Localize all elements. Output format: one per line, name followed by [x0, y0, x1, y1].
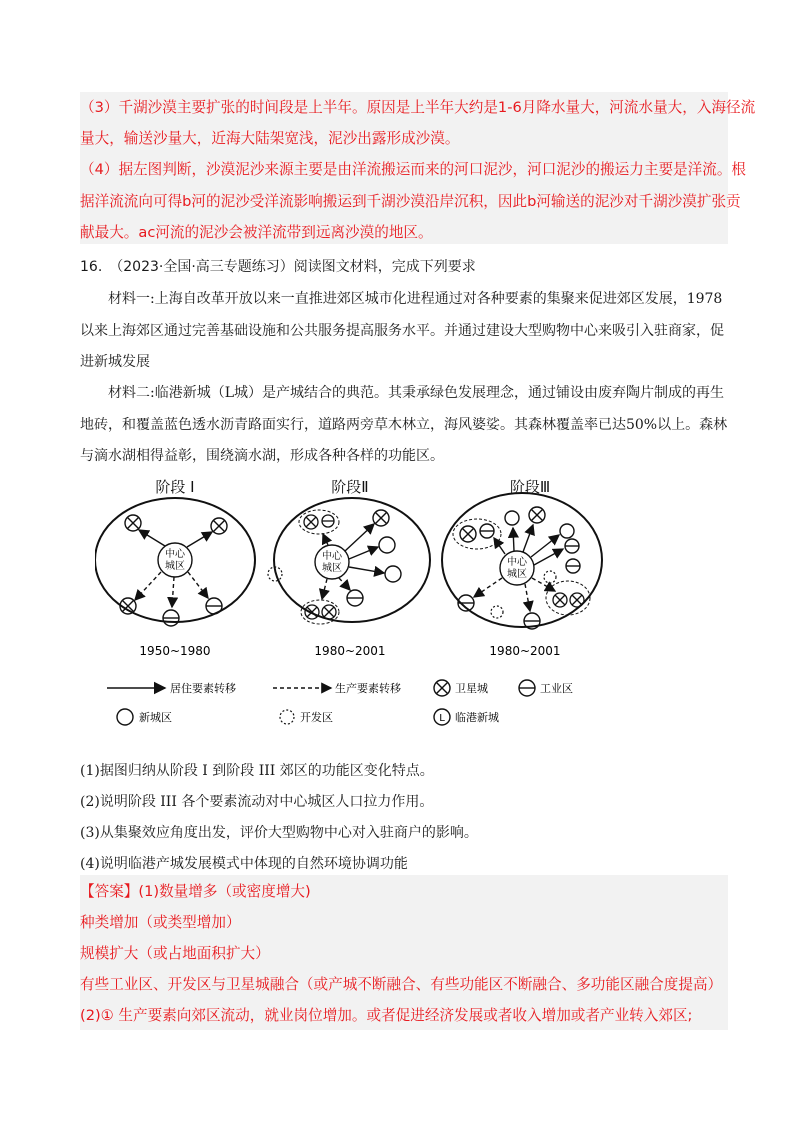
legend-residence-label: 居住要素转移 — [170, 682, 236, 695]
industrial-zone-icon — [206, 598, 222, 614]
stage2-period: 1980~2001 — [314, 644, 386, 658]
answer-label: 【答案】 — [80, 883, 139, 900]
stage2-title: 阶段Ⅱ — [331, 478, 369, 496]
material1-line-3: 进新城发展 — [80, 354, 150, 370]
urban-stage-diagram — [95, 470, 715, 730]
prev-answer-line-3: （4）据左图判断，沙漠泥沙来源主要是由洋流搬运而来的河口泥沙，河口泥沙的搬运力主要是洋流。根 — [80, 161, 747, 178]
stage3-period: 1980~2001 — [489, 644, 561, 658]
stage2-diagram — [268, 498, 430, 658]
stage1-center-line2: 城区 — [165, 561, 185, 572]
dev-zone-icon — [491, 606, 503, 618]
legend-devzone-icon — [280, 710, 294, 724]
new-town-icon — [505, 511, 519, 525]
answer-line-4: 有些工业区、开发区与卫星城融合（或产城不断融合、有些功能区不断融合、多功能区融合度提高） — [80, 976, 723, 993]
prev-answer-line-4: 据洋流流向可得b河的泥沙受洋流影响搬运到千湖沙漠沿岸沉积，因此b河输送的泥沙对千湖沙漠扩张贡 — [80, 193, 741, 210]
legend-newtown-label: 新城区 — [139, 711, 172, 724]
legend-satellite-icon — [434, 680, 450, 696]
material1-line-1: 材料一:上海自改革开放以来一直推进郊区城市化进程通过对各种要素的集聚来促进郊区发展，1978 — [108, 291, 723, 307]
satellite-town-icon — [304, 515, 318, 529]
diagram-legend — [107, 680, 573, 725]
satellite-town-icon — [460, 526, 476, 542]
satellite-town-icon — [211, 518, 227, 534]
industrial-zone-icon — [322, 515, 334, 527]
question-header: 16. （2023·全国·高三专题练习）阅读图文材料，完成下列要求 — [80, 259, 476, 275]
dev-zone-icon — [544, 571, 556, 583]
question-2: (2)说明阶段 III 各个要素流动对中心城区人口拉力作用。 — [80, 794, 434, 810]
new-town-icon — [385, 566, 401, 582]
answer-line-1 — [80, 880, 311, 901]
legend-industrial-label: 工业区 — [540, 682, 573, 695]
legend-devzone-label: 开发区 — [300, 711, 333, 724]
answer-text-1: (1)数量增多（或密度增大) — [138, 883, 311, 900]
satellite-town-icon — [322, 605, 336, 619]
legend-lingang-symbol: L — [439, 713, 445, 724]
satellite-town-icon — [529, 507, 545, 523]
industrial-zone-icon — [347, 590, 363, 606]
industrial-zone-icon — [566, 559, 580, 573]
stage3-center-line2: 城区 — [507, 569, 527, 580]
answer-line-2: 种类增加（或类型增加） — [80, 914, 241, 931]
legend-production-label: 生产要素转移 — [335, 682, 401, 695]
stage2-center-line1: 中心 — [322, 551, 342, 562]
stage3-center-line1: 中心 — [507, 557, 527, 568]
stage3-diagram — [442, 493, 602, 658]
new-town-icon — [560, 524, 574, 538]
prev-answer-line-1: （3）千湖沙漠主要扩张的时间段是上半年。原因是上半年大约是1-6月降水量大，河流水量大，入海径流 — [80, 99, 756, 116]
legend-satellite-label: 卫星城 — [455, 682, 488, 695]
answer-line-5: (2)① 生产要素向郊区流动，就业岗位增加。或者促进经济发展或者收入增加或者产业转入郊区; — [80, 1007, 693, 1024]
stage1-period: 1950~1980 — [139, 644, 211, 658]
question-4: (4)说明临港产城发展模式中体现的自然环境协调功能 — [80, 856, 408, 872]
industrial-zone-icon — [565, 539, 579, 553]
material2-line-3: 与滴水湖相得益彰，围绕滴水湖，形成各种各样的功能区。 — [80, 448, 444, 464]
legend-lingang-label: 临港新城 — [455, 711, 499, 724]
satellite-town-icon — [373, 510, 389, 526]
industrial-zone-icon — [163, 610, 179, 626]
material2-line-2: 地砖，和覆盖蓝色透水沥青路面实行，道路两旁草木林立，海风婆娑。其森林覆盖率已达50%以上。森林 — [80, 417, 728, 433]
question-1: (1)据图归纳从阶段 I 到阶段 III 郊区的功能区变化特点。 — [80, 763, 434, 779]
satellite-town-icon — [553, 593, 567, 607]
legend-newtown-icon — [117, 709, 133, 725]
material2-line-1: 材料二:临港新城（L城）是产城结合的典范。其秉承绿色发展理念，通过铺设由废弃陶片制成的再生 — [108, 385, 725, 401]
new-town-icon — [379, 537, 395, 553]
satellite-town-icon — [570, 593, 584, 607]
question-3: (3)从集聚效应角度出发，评价大型购物中心对入驻商户的影响。 — [80, 825, 478, 841]
satellite-town-icon — [305, 605, 319, 619]
material1-line-2: 以来上海郊区通过完善基础设施和公共服务提高服务水平。并通过建设大型购物中心来吸引入驻商家，促 — [80, 323, 724, 339]
satellite-town-icon — [125, 515, 141, 531]
prev-answer-line-5: 献最大。ac河流的泥沙会被洋流带到远离沙漠的地区。 — [80, 224, 433, 241]
legend-industrial-icon — [519, 680, 535, 696]
stage3-title: 阶段Ⅲ — [509, 478, 551, 496]
stage2-center-line2: 城区 — [322, 563, 342, 574]
stage1-center-line1: 中心 — [165, 549, 185, 560]
prev-answer-line-2: 量大，输送沙量大，近海大陆架宽浅，泥沙出露形成沙漠。 — [80, 130, 460, 147]
answer-line-3: 规模扩大（或占地面积扩大） — [80, 945, 270, 962]
stage1-title: 阶段 I — [155, 478, 195, 496]
stage1-diagram — [95, 498, 255, 658]
industrial-zone-icon — [480, 524, 494, 538]
